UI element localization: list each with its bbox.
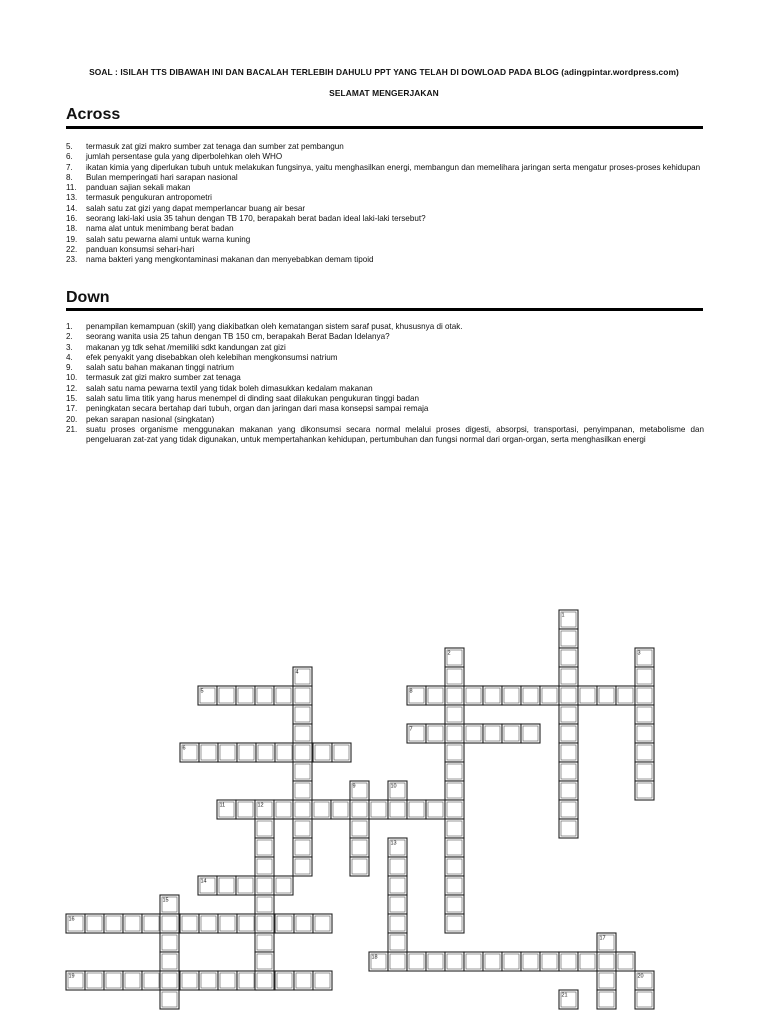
grid-cell[interactable] (350, 838, 369, 857)
grid-cell[interactable] (559, 743, 578, 762)
grid-number: 12 (257, 802, 264, 809)
grid-cell[interactable] (483, 686, 502, 705)
grid-cell[interactable] (236, 686, 255, 705)
grid-cell[interactable] (559, 800, 578, 819)
grid-cell[interactable] (180, 743, 199, 762)
grid-cell[interactable] (369, 800, 388, 819)
grid-cell[interactable] (275, 971, 294, 990)
clue-number: 14. (66, 203, 78, 213)
grid-cell[interactable] (255, 857, 274, 876)
grid-number: 7 (409, 726, 413, 733)
grid-number: 18 (371, 954, 378, 961)
grid-cell[interactable] (388, 876, 407, 895)
clue-number: 19. (66, 234, 78, 244)
grid-cell[interactable] (597, 933, 616, 952)
grid-cell[interactable] (275, 914, 294, 933)
grid-cell[interactable] (445, 724, 464, 743)
clue-text: panduan sajian sekali makan (86, 183, 191, 193)
grid-cell[interactable] (388, 914, 407, 933)
across-clue (66, 245, 704, 255)
grid-cell[interactable] (104, 971, 123, 990)
grid-cell[interactable] (255, 838, 274, 857)
grid-cell[interactable] (578, 686, 597, 705)
grid-number: 13 (390, 840, 397, 847)
down-clue (66, 404, 704, 414)
clue-number: 8. (66, 172, 73, 182)
grid-cell[interactable] (426, 686, 445, 705)
grid-cell[interactable] (160, 895, 179, 914)
grid-cell[interactable] (407, 800, 426, 819)
grid-cell[interactable] (635, 990, 654, 1009)
grid-cell[interactable] (180, 971, 199, 990)
grid-cell[interactable] (635, 762, 654, 781)
grid-cell[interactable] (464, 724, 483, 743)
down-title: Down (66, 289, 110, 306)
grid-cell[interactable] (388, 933, 407, 952)
instruction-heading: SOAL : ISILAH TTS DIBAWAH INI DAN BACALAH TERLEBIH DAHULU PPT YANG TELAH DI DOWLOAD PADA BLOG (adingpintar.wordpress.com) (89, 67, 679, 77)
grid-cell[interactable] (559, 705, 578, 724)
grid-cell[interactable] (445, 667, 464, 686)
grid-cell[interactable] (521, 686, 540, 705)
grid-number: 3 (637, 650, 641, 657)
grid-cell[interactable] (559, 952, 578, 971)
grid-cell[interactable] (236, 800, 255, 819)
greeting-heading: SELAMAT MENGERJAKAN (329, 88, 439, 98)
grid-cell[interactable] (293, 838, 312, 857)
grid-cell[interactable] (635, 686, 654, 705)
clue-text: seorang laki-laki usia 35 tahun dengan TB 170, berapakah berat badan ideal laki-laki tersebut? (86, 214, 426, 224)
grid-cell[interactable] (616, 952, 635, 971)
clue-number: 5. (66, 142, 73, 151)
across-clue (66, 142, 704, 152)
grid-cell[interactable] (445, 705, 464, 724)
grid-number: 19 (68, 973, 75, 980)
grid-cell[interactable] (350, 819, 369, 838)
across-clue (66, 163, 704, 173)
grid-cell[interactable] (407, 724, 426, 743)
grid-cell[interactable] (217, 686, 236, 705)
grid-number: 20 (637, 973, 644, 980)
clue-number: 13. (66, 193, 78, 203)
grid-cell[interactable] (313, 743, 332, 762)
grid-cell[interactable] (540, 952, 559, 971)
grid-cell[interactable] (142, 971, 161, 990)
clue-text: termasuk zat gizi makro sumber zat tenaga dan sumber zat pembangun (86, 142, 344, 151)
grid-cell[interactable] (445, 952, 464, 971)
grid-cell[interactable] (407, 952, 426, 971)
grid-number: 11 (219, 802, 226, 809)
grid-cell[interactable] (540, 686, 559, 705)
grid-cell[interactable] (85, 971, 104, 990)
down-clue (66, 415, 704, 425)
down-clue (66, 384, 704, 394)
grid-cell[interactable] (559, 781, 578, 800)
grid-number: 5 (200, 688, 204, 695)
clue-number: 17. (66, 404, 78, 414)
grid-cell[interactable] (502, 686, 521, 705)
grid-cell[interactable] (293, 819, 312, 838)
grid-cell[interactable] (274, 800, 293, 819)
across-clue (66, 214, 704, 224)
grid-cell[interactable] (369, 952, 388, 971)
grid-cell[interactable] (502, 724, 521, 743)
grid-cell[interactable] (255, 819, 274, 838)
grid-cell[interactable] (350, 800, 369, 819)
across-divider (66, 126, 703, 129)
grid-cell[interactable] (521, 724, 540, 743)
grid-cell[interactable] (597, 952, 616, 971)
grid-cell[interactable] (559, 610, 578, 629)
grid-cell[interactable] (502, 952, 521, 971)
grid-cell[interactable] (635, 971, 654, 990)
clue-number: 6. (66, 152, 73, 162)
grid-cell[interactable] (255, 686, 274, 705)
grid-cell[interactable] (445, 876, 464, 895)
grid-cell[interactable] (293, 781, 312, 800)
clue-text: salah satu lima titik yang harus menempel di dinding saat dilakukan pengukuran tinggi badan (86, 394, 419, 404)
clue-number: 20. (66, 414, 78, 424)
clue-text: penampilan kemampuan (skill) yang diakibatkan oleh kematangan sistem saraf pusat, khususnya di otak. (86, 322, 463, 331)
grid-cell[interactable] (218, 914, 237, 933)
grid-cell[interactable] (483, 724, 502, 743)
grid-cell[interactable] (445, 857, 464, 876)
grid-number: 4 (295, 669, 299, 676)
grid-cell[interactable] (350, 857, 369, 876)
clue-text: salah satu pewarna alami untuk warna kuning (86, 234, 251, 244)
across-clue (66, 204, 704, 214)
grid-cell[interactable] (483, 952, 502, 971)
across-clue (66, 152, 704, 162)
clue-text: termasuk pengukuran antropometri (86, 193, 212, 203)
grid-cell[interactable] (521, 952, 540, 971)
clue-text: suatu proses organisme menggunakan makanan yang dikonsumsi secara normal melalui proses digesti, absorpsi, transportasi, penyimpanan, metabolisme dan pengeluaran zat-zat yang tidak digunakan, untuk mempertahankan kehidupan, pertumbuhan dan fungsi normal dari organ-organ, serta menghasilkan energi (86, 424, 704, 445)
grid-number: 6 (182, 745, 186, 752)
down-clue (66, 353, 704, 363)
grid-cell[interactable] (237, 914, 256, 933)
grid-number: 17 (599, 935, 606, 942)
clue-number: 7. (66, 162, 73, 172)
grid-number: 16 (68, 916, 75, 923)
grid-cell[interactable] (578, 952, 597, 971)
grid-cell[interactable] (123, 971, 142, 990)
grid-cell[interactable] (407, 686, 426, 705)
grid-number: 8 (409, 688, 413, 695)
grid-cell[interactable] (199, 971, 218, 990)
grid-cell[interactable] (293, 724, 312, 743)
grid-cell[interactable] (445, 781, 464, 800)
grid-cell[interactable] (293, 857, 312, 876)
grid-number: 21 (561, 992, 568, 999)
grid-cell[interactable] (464, 952, 483, 971)
grid-cell[interactable] (198, 686, 217, 705)
grid-cell[interactable] (445, 800, 464, 819)
grid-cell[interactable] (255, 971, 274, 990)
grid-cell[interactable] (255, 876, 274, 895)
clue-number: 23. (66, 255, 78, 265)
grid-cell[interactable] (217, 800, 236, 819)
grid-cell[interactable] (237, 971, 256, 990)
grid-cell[interactable] (597, 686, 616, 705)
grid-cell[interactable] (218, 971, 237, 990)
grid-cell[interactable] (388, 952, 407, 971)
clue-text: Bulan memperingati hari sarapan nasional (86, 172, 238, 182)
clue-text: salah satu nama pewarna textil yang tidak boleh dimasukkan kedalam makanan (86, 383, 373, 393)
grid-cell[interactable] (635, 743, 654, 762)
grid-cell[interactable] (331, 800, 350, 819)
grid-cell[interactable] (293, 743, 312, 762)
clue-text: panduan konsumsi sehari-hari (86, 244, 195, 254)
clue-text: salah satu zat gizi yang dapat memperlancar buang air besar (86, 203, 306, 213)
grid-cell[interactable] (66, 971, 85, 990)
grid-cell[interactable] (255, 952, 274, 971)
clue-text: peningkatan secara bertahap dari tubuh, organ dan jaringan dari masa konsepsi sampai remaja (86, 404, 429, 414)
clue-number: 1. (66, 322, 73, 331)
grid-cell[interactable] (160, 990, 179, 1009)
grid-cell[interactable] (559, 667, 578, 686)
clue-text: jumlah persentase gula yang diperbolehkan oleh WHO (86, 152, 283, 162)
grid-cell[interactable] (616, 686, 635, 705)
grid-number: 14 (200, 878, 207, 885)
grid-number: 10 (390, 783, 397, 790)
across-title: Across (66, 106, 121, 123)
grid-cell[interactable] (445, 686, 464, 705)
grid-cell[interactable] (160, 914, 179, 933)
grid-cell[interactable] (445, 895, 464, 914)
down-clue (66, 343, 704, 353)
down-divider (66, 308, 703, 311)
across-clue (66, 255, 704, 265)
grid-cell[interactable] (388, 895, 407, 914)
across-clue (66, 224, 704, 234)
clue-number: 22. (66, 244, 78, 254)
grid-cell[interactable] (559, 648, 578, 667)
grid-cell[interactable] (293, 686, 312, 705)
clue-number: 3. (66, 342, 73, 352)
down-clue (66, 425, 704, 446)
down-clue (66, 332, 704, 342)
grid-cell[interactable] (597, 990, 616, 1009)
clue-number: 2. (66, 332, 73, 342)
grid-cell[interactable] (66, 914, 85, 933)
down-clue (66, 322, 704, 332)
grid-cell[interactable] (597, 971, 616, 990)
grid-cell[interactable] (294, 971, 313, 990)
grid-cell[interactable] (445, 762, 464, 781)
grid-cell[interactable] (199, 914, 218, 933)
grid-cell[interactable] (199, 743, 218, 762)
grid-cell[interactable] (445, 838, 464, 857)
grid-cell[interactable] (559, 990, 578, 1009)
grid-cell[interactable] (559, 819, 578, 838)
grid-cell[interactable] (388, 857, 407, 876)
clue-number: 15. (66, 394, 78, 404)
clue-text: ikatan kimia yang diperlukan tubuh untuk melakukan fungsinya, yaitu menghasilkan energi, membangun dan memelihara jaringan serta mengatur proses-proses kehidupan (86, 162, 701, 172)
clue-text: seorang wanita usia 25 tahun dengan TB 150 cm, berapakah Berat Badan Idelanya? (86, 332, 390, 342)
clue-number: 21. (66, 424, 78, 434)
grid-cell[interactable] (388, 800, 407, 819)
clue-number: 11. (66, 183, 77, 193)
grid-cell[interactable] (313, 971, 332, 990)
grid-cell[interactable] (275, 743, 294, 762)
grid-cell[interactable] (237, 743, 256, 762)
grid-cell[interactable] (160, 952, 179, 971)
clue-number: 18. (66, 224, 78, 234)
grid-cell[interactable] (218, 743, 237, 762)
down-clue (66, 373, 704, 383)
clue-text: nama alat untuk menimbang berat badan (86, 224, 234, 234)
grid-cell[interactable] (104, 914, 123, 933)
grid-cell[interactable] (198, 876, 217, 895)
grid-cell[interactable] (445, 914, 464, 933)
grid-cell[interactable] (274, 876, 293, 895)
grid-cell[interactable] (294, 914, 313, 933)
grid-cell[interactable] (635, 667, 654, 686)
grid-cell[interactable] (426, 724, 445, 743)
grid-cell[interactable] (559, 629, 578, 648)
across-clue (66, 193, 704, 203)
clue-number: 16. (66, 214, 78, 224)
grid-cell[interactable] (635, 705, 654, 724)
across-clue-list (66, 142, 704, 266)
grid-cell[interactable] (312, 800, 331, 819)
clue-text: pekan sarapan nasional (singkatan) (86, 414, 215, 424)
grid-cell[interactable] (160, 933, 179, 952)
clue-text: nama bakteri yang mengkontaminasi makanan dan menyebabkan demam tipoid (86, 255, 374, 265)
grid-cell[interactable] (426, 800, 445, 819)
clue-number: 4. (66, 352, 73, 362)
grid-cell[interactable] (180, 914, 199, 933)
grid-cell[interactable] (293, 800, 312, 819)
grid-cell[interactable] (256, 743, 275, 762)
grid-cell[interactable] (255, 914, 274, 933)
grid-cell[interactable] (255, 933, 274, 952)
clue-text: termasuk zat gizi makro sumber zat tenaga (86, 373, 241, 383)
grid-cell[interactable] (255, 800, 274, 819)
grid-cell[interactable] (445, 819, 464, 838)
grid-cell[interactable] (559, 762, 578, 781)
grid-cell[interactable] (426, 952, 445, 971)
grid-cell[interactable] (388, 838, 407, 857)
grid-cell[interactable] (445, 743, 464, 762)
across-clue (66, 173, 704, 183)
grid-cell[interactable] (350, 781, 369, 800)
grid-cell[interactable] (464, 686, 483, 705)
across-clue (66, 183, 704, 193)
grid-cell[interactable] (635, 781, 654, 800)
grid-cell[interactable] (293, 667, 312, 686)
clue-text: salah satu bahan makanan tinggi natrium (86, 363, 235, 373)
clue-text: makanan yg tdk sehat /memiliki sdkt kandungan zat gizi (86, 342, 286, 352)
grid-cell[interactable] (85, 914, 104, 933)
grid-cell[interactable] (217, 876, 236, 895)
down-clue (66, 394, 704, 404)
grid-cell[interactable] (236, 876, 255, 895)
grid-cell[interactable] (123, 914, 142, 933)
grid-cell[interactable] (559, 686, 578, 705)
clue-number: 10. (66, 373, 78, 383)
grid-cell[interactable] (635, 724, 654, 743)
grid-cell[interactable] (559, 724, 578, 743)
grid-cell[interactable] (388, 781, 407, 800)
down-clue-list (66, 322, 704, 446)
grid-cell[interactable] (445, 648, 464, 667)
grid-number: 1 (561, 612, 565, 619)
grid-cell[interactable] (142, 914, 161, 933)
grid-cell[interactable] (255, 895, 274, 914)
clue-text: efek penyakit yang disebabkan oleh kelebihan mengkonsumsi natrium (86, 352, 338, 362)
grid-cell[interactable] (313, 914, 332, 933)
clue-number: 12. (66, 383, 78, 393)
grid-number: 2 (447, 650, 451, 657)
grid-cell[interactable] (293, 762, 312, 781)
grid-number: 15 (162, 897, 169, 904)
clue-number: 9. (66, 363, 73, 373)
grid-cell[interactable] (635, 648, 654, 667)
grid-cell[interactable] (293, 705, 312, 724)
grid-cell[interactable] (274, 686, 293, 705)
grid-cell[interactable] (332, 743, 351, 762)
grid-cell[interactable] (160, 971, 179, 990)
across-clue (66, 235, 704, 245)
grid-number: 9 (352, 783, 356, 790)
down-clue (66, 363, 704, 373)
